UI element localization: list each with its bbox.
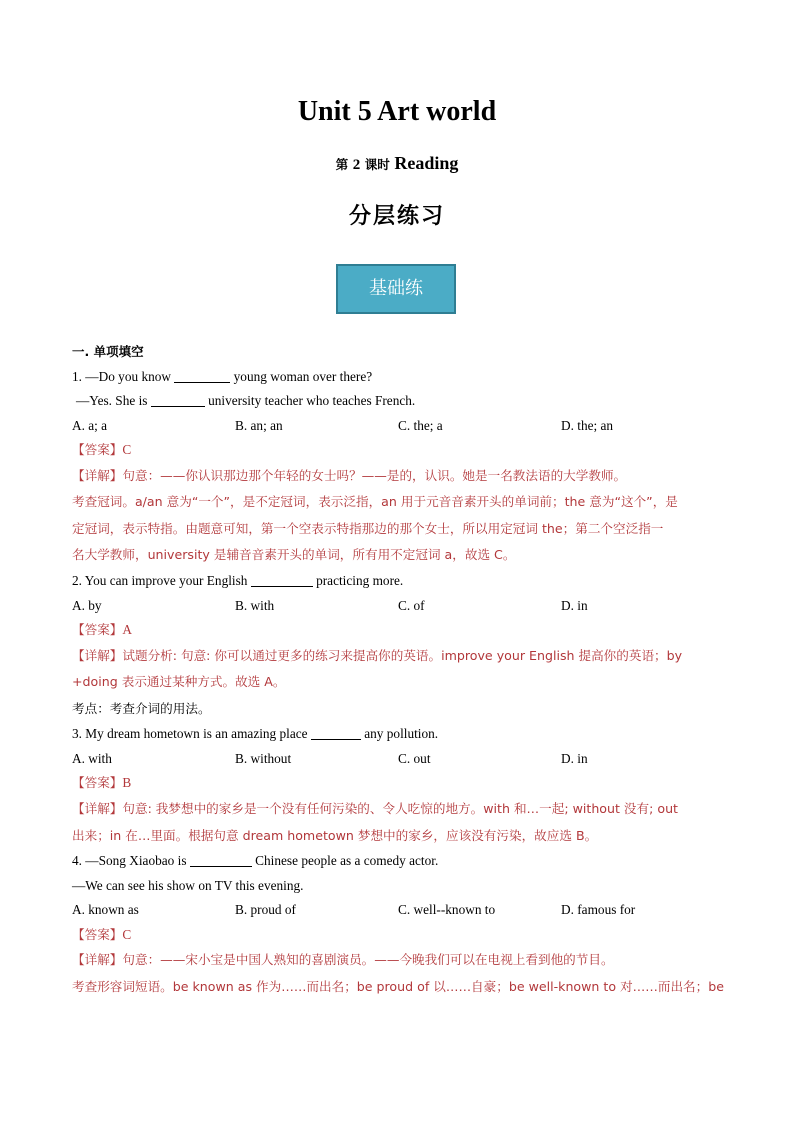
option-d: D. the; an	[561, 417, 614, 433]
option-b: B. proud of	[235, 902, 296, 918]
stem-text: young woman over there?	[233, 368, 373, 384]
stem-text: practicing more.	[316, 572, 404, 588]
lesson-prefix: 第	[335, 157, 349, 172]
lesson-suffix: 课时	[364, 157, 390, 172]
option-a: A. a; a	[72, 417, 108, 433]
question-2-detail	[72, 643, 724, 696]
option-d: D. in	[561, 750, 588, 766]
option-c: C. out	[398, 750, 431, 766]
option-b: B. without	[235, 750, 292, 766]
stem-text: 3. My dream hometown is an amazing place	[72, 726, 308, 742]
question-2-note: 考点：考查介词的用法。	[72, 700, 211, 716]
detail-label: 【详解】	[72, 801, 123, 817]
answer-label: 【答案】	[72, 926, 123, 942]
stem-text: 2. You can improve your English	[72, 572, 248, 588]
detail-label: 【详解】	[72, 467, 123, 483]
answer-value: B	[122, 775, 132, 791]
option-a: A. with	[72, 750, 112, 766]
lesson-line	[0, 150, 794, 178]
stem-text: university teacher who teaches French.	[208, 393, 416, 409]
level-badge: 基础练	[336, 264, 456, 314]
question-4-options	[72, 898, 724, 923]
answer-value: A	[122, 622, 132, 638]
answer-blank	[251, 572, 313, 587]
option-c: C. of	[398, 597, 425, 613]
option-b: B. an; an	[235, 417, 283, 433]
answer-value: C	[122, 926, 132, 942]
detail-line: 句意：——宋小宝是中国人熟知的喜剧演员。——今晚我们可以在电视上看到他的节目。	[122, 952, 614, 968]
answer-blank	[190, 852, 252, 867]
detail-line: 句意：——你认识那边那个年轻的女士吗？——是的，认识。她是一名教法语的大学教师。	[122, 467, 627, 483]
answer-blank	[311, 725, 361, 740]
option-b: B. with	[235, 597, 275, 613]
detail-label: 【详解】	[72, 952, 123, 968]
answer-blank	[151, 392, 205, 407]
question-1-stem-2	[72, 389, 724, 414]
answer-blank	[174, 368, 230, 383]
detail-line: 考查形容词短语。be known as 作为……而出名；be proud of 以……自豪；be well-known to 对……而出名；be	[72, 978, 724, 994]
question-4-stem-2: —We can see his show on TV this evening.	[72, 877, 304, 893]
option-c: C. well--known to	[398, 902, 496, 918]
question-1-stem	[72, 365, 724, 390]
lesson-number: 2	[352, 157, 361, 173]
stem-text: —Yes. She is	[76, 393, 148, 409]
question-2-answer	[72, 618, 724, 643]
detail-label: 【详解】	[72, 647, 123, 663]
exercise-content	[72, 340, 724, 1000]
question-2-stem	[72, 569, 724, 594]
detail-line: +doing 表示通过某种方式。故选 A。	[72, 674, 286, 690]
page-subtitle: 分层练习	[348, 204, 445, 229]
question-1-detail	[72, 463, 724, 569]
answer-label: 【答案】	[72, 775, 123, 791]
question-3-detail	[72, 796, 724, 849]
answer-label: 【答案】	[72, 622, 123, 638]
question-2-options	[72, 594, 724, 619]
question-4-detail	[72, 947, 724, 1000]
question-4-stem	[72, 849, 724, 874]
question-3-answer	[72, 771, 724, 796]
option-d: D. famous for	[561, 902, 636, 918]
stem-text: any pollution.	[364, 726, 439, 742]
question-1-options	[72, 414, 724, 439]
detail-line: 出来；in 在…里面。根据句意 dream hometown 梦想中的家乡，应该没有污染，故应选 B。	[72, 827, 598, 843]
question-4-answer	[72, 923, 724, 948]
question-3-options	[72, 747, 724, 772]
stem-text: 1. —Do you know	[72, 368, 171, 384]
option-d: D. in	[561, 597, 588, 613]
option-a: A. by	[72, 597, 102, 613]
section-title: 一. 单项填空	[72, 344, 144, 359]
detail-line: 考查冠词。a/an 意为“一个”，是不定冠词，表示泛指，an 用于元音音素开头的单词前；the 意为“这个”，是	[72, 494, 678, 510]
stem-text: Chinese people as a comedy actor.	[255, 853, 439, 869]
lesson-topic: Reading	[394, 153, 459, 173]
detail-line: 句意: 我梦想中的家乡是一个没有任何污染的、令人吃惊的地方。with 和…一起; without 没有; out	[122, 801, 678, 817]
detail-line: 名大学教师，university 是辅音音素开头的单词，所有用不定冠词 a，故选 C。	[72, 547, 516, 563]
answer-label: 【答案】	[72, 442, 123, 458]
stem-text: 4. —Song Xiaobao is	[72, 853, 187, 869]
option-a: A. known as	[72, 902, 139, 918]
page-title: Unit 5 Art world	[297, 96, 497, 127]
question-1-answer	[72, 438, 724, 463]
option-c: C. the; a	[398, 417, 443, 433]
question-3-stem	[72, 722, 724, 747]
detail-line: 试题分析: 句意: 你可以通过更多的练习来提高你的英语。improve your English 提高你的英语；by	[122, 647, 683, 663]
detail-line: 定冠词，表示特指。由题意可知，第一个空表示特指那边的那个女士，所以用定冠词 the；第二个空泛指一	[72, 520, 664, 536]
answer-value: C	[122, 442, 132, 458]
